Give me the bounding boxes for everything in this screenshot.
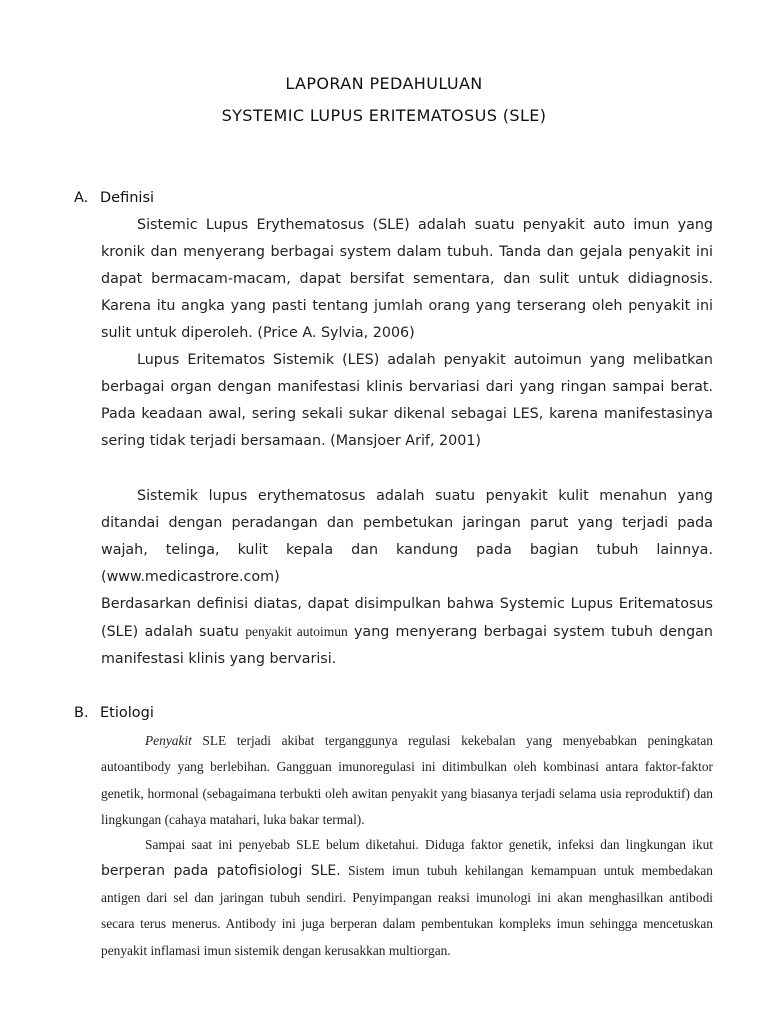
section-b-label: B. bbox=[74, 705, 89, 721]
definisi-paragraph-3-text: Sistemik lupus erythematosus adalah suatu penyakit kulit menahun yang ditandai dengan peradangan dan pembetukan jaringan parut yang terjadi pada wajah, telinga, kulit kepala dan kandung pada bagian tubuh lainnya. (www.medicastrore.com) bbox=[101, 488, 713, 585]
etiologi-paragraph-1-text: SLE terjadi akibat terganggunya regulasi kekebalan yang menyebabkan peningkatan autoantibody yang berlebihan. Gangguan imunoregulasi ini ditimbulkan oleh kombinasi antara faktor-faktor genetik, hormonal (sebagaimana terbukti oleh awitan penyakit yang biasanya terjadi selama usia reproduktif) dan lingkungan (cahaya matahari, luka bakar termal). bbox=[101, 733, 713, 828]
etiologi-paragraph-2-sans: berperan pada patofisiologi SLE. bbox=[101, 863, 341, 880]
section-b-heading bbox=[74, 705, 154, 721]
section-a-heading bbox=[74, 190, 154, 206]
etiologi-paragraph-2-start: Sampai saat ini penyebab SLE belum diketahui. Diduga faktor genetik, infeksi dan lingkungan ikut bbox=[145, 837, 713, 852]
section-b-title: Etiologi bbox=[100, 705, 154, 721]
definisi-conclusion-serif: penyakit autoimun bbox=[245, 624, 348, 639]
etiologi-paragraph-2 bbox=[101, 832, 713, 964]
document-title-line2: SYSTEMIC LUPUS ERITEMATOSUS (SLE) bbox=[221, 106, 547, 125]
etiologi-paragraph-1 bbox=[101, 728, 713, 834]
document-title-line1: LAPORAN PEDAHULUAN bbox=[285, 74, 483, 93]
definisi-paragraph-1 bbox=[101, 212, 713, 347]
definisi-paragraph-1-text: Sistemic Lupus Erythematosus (SLE) adalah suatu penyakit auto imun yang kronik dan menyerang berbagai system dalam tubuh. Tanda dan gejala penyakit ini dapat bermacam-macam, dapat bersifat sementara, dan sulit untuk didiagnosis. Karena itu angka yang pasti tentang jumlah orang yang terserang oleh penyakit ini sulit untuk diperoleh. (Price A. Sylvia, 2006) bbox=[101, 217, 713, 341]
definisi-conclusion bbox=[101, 591, 713, 673]
definisi-paragraph-2 bbox=[101, 347, 713, 455]
definisi-paragraph-2-text: Lupus Eritematos Sistemik (LES) adalah penyakit autoimun yang melibatkan berbagai organ dengan manifestasi klinis bervariasi dari yang ringan sampai berat. Pada keadaan awal, sering sekali sukar dikenal sebagai LES, karena manifestasinya sering tidak terjadi bersamaan. (Mansjoer Arif, 2001) bbox=[101, 352, 713, 449]
etiologi-paragraph-2-end: Sistem imun tubuh kehilangan kemampuan untuk membedakan antigen dari sel dan jaringan tubuh sendiri. Penyimpangan reaksi imunologi ini akan menghasilkan antibodi secara terus menerus. Antibody ini juga berperan dalam pembentukan kompleks imun sehingga mencetuskan penyakit inflamasi imun sistemik dengan kerusakkan multiorgan. bbox=[101, 863, 713, 958]
section-a-title: Definisi bbox=[100, 190, 155, 206]
section-a-label: A. bbox=[74, 190, 89, 206]
definisi-conclusion-start: Berdasarkan definisi diatas, dapat disimpulkan bahwa Systemic Lupus Eritematosus (SLE) adalah suatu bbox=[101, 596, 713, 640]
definisi-conclusion-end: yang menyerang berbagai system tubuh dengan manifestasi klinis yang bervarisi. bbox=[101, 624, 713, 667]
etiologi-paragraph-1-italic: Penyakit bbox=[145, 733, 192, 748]
definisi-paragraph-3 bbox=[101, 483, 713, 591]
